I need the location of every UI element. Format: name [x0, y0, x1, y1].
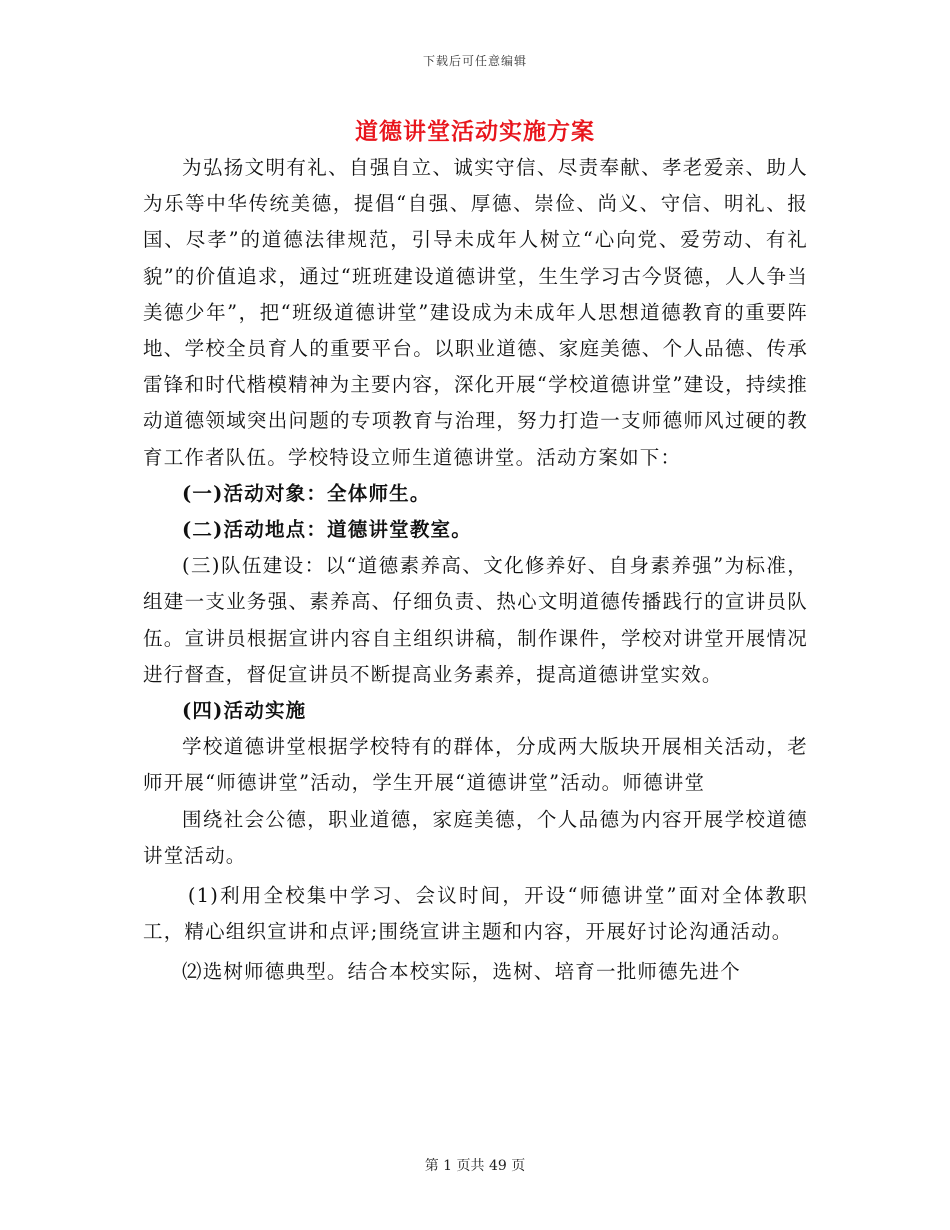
team-building-paragraph: (三)队伍建设：以“道德素养高、文化修养好、自身素养强”为标准，组建一支业务强、素养高、仔细负责、热心文明道德传播践行的宣讲员队伍。宣讲员根据宣讲内容自主组织讲稿，制作课件，学校对讲堂开展情况进行督查，督促宣讲员不断提高业务素养，提高道德讲堂实效。 — [143, 554, 808, 686]
section-heading-location: (二)活动地点：道德讲堂教室。 — [182, 518, 472, 542]
document-body — [143, 150, 808, 991]
implementation-paragraph: 学校道德讲堂根据学校特有的群体，分成两大版块开展相关活动，老师开展“师德讲堂”活动，学生开展“道德讲堂”活动。师德讲堂 — [143, 735, 808, 795]
intro-paragraph: 为弘扬文明有礼、自强自立、诚实守信、尽责奉献、孝老爱亲、助人为乐等中华传统美德，提倡“自强、厚德、崇俭、尚义、守信、明礼、报国、尽孝”的道德法律规范，引导未成年人树立“心向党、爱劳动、有礼貌”的价值追求，通过“班班建设道德讲堂，生生学习古今贤德，人人争当美德少年”，把“班级道德讲堂”建设成为未成年人思想道德教育的重要阵地、学校全员育人的重要平台。以职业道德、家庭美德、个人品德、传承雷锋和时代楷模精神为主要内容，深化开展“学校道德讲堂”建设，持续推动道德领域突出问题的专项教育与治理，努力打造一支师德师风过硬的教育工作者队伍。学校特设立师生道德讲堂。活动方案如下： — [143, 156, 808, 469]
teacher-ethics-paragraph: 围绕社会公德，职业道德，家庭美德，个人品德为内容开展学校道德讲堂活动。 — [143, 807, 808, 867]
list-item-1: (1)利用全校集中学习、会议时间，开设“师德讲堂”面对全体教职工，精心组织宣讲和点评;围绕宣讲主题和内容，开展好讨论沟通活动。 — [143, 884, 808, 944]
section-heading-participants: (一)活动对象：全体师生。 — [182, 481, 431, 505]
document-title: 道德讲堂活动实施方案 — [355, 118, 595, 145]
page-header: 下载后可任意编辑 — [422, 54, 527, 68]
section-heading-implementation: (四)活动实施 — [182, 699, 307, 723]
list-item-2: ⑵选树师德典型。结合本校实际，选树、培育一批师德先进个 — [182, 960, 741, 984]
page-footer: 第 1 页共 49 页 — [424, 1158, 526, 1174]
